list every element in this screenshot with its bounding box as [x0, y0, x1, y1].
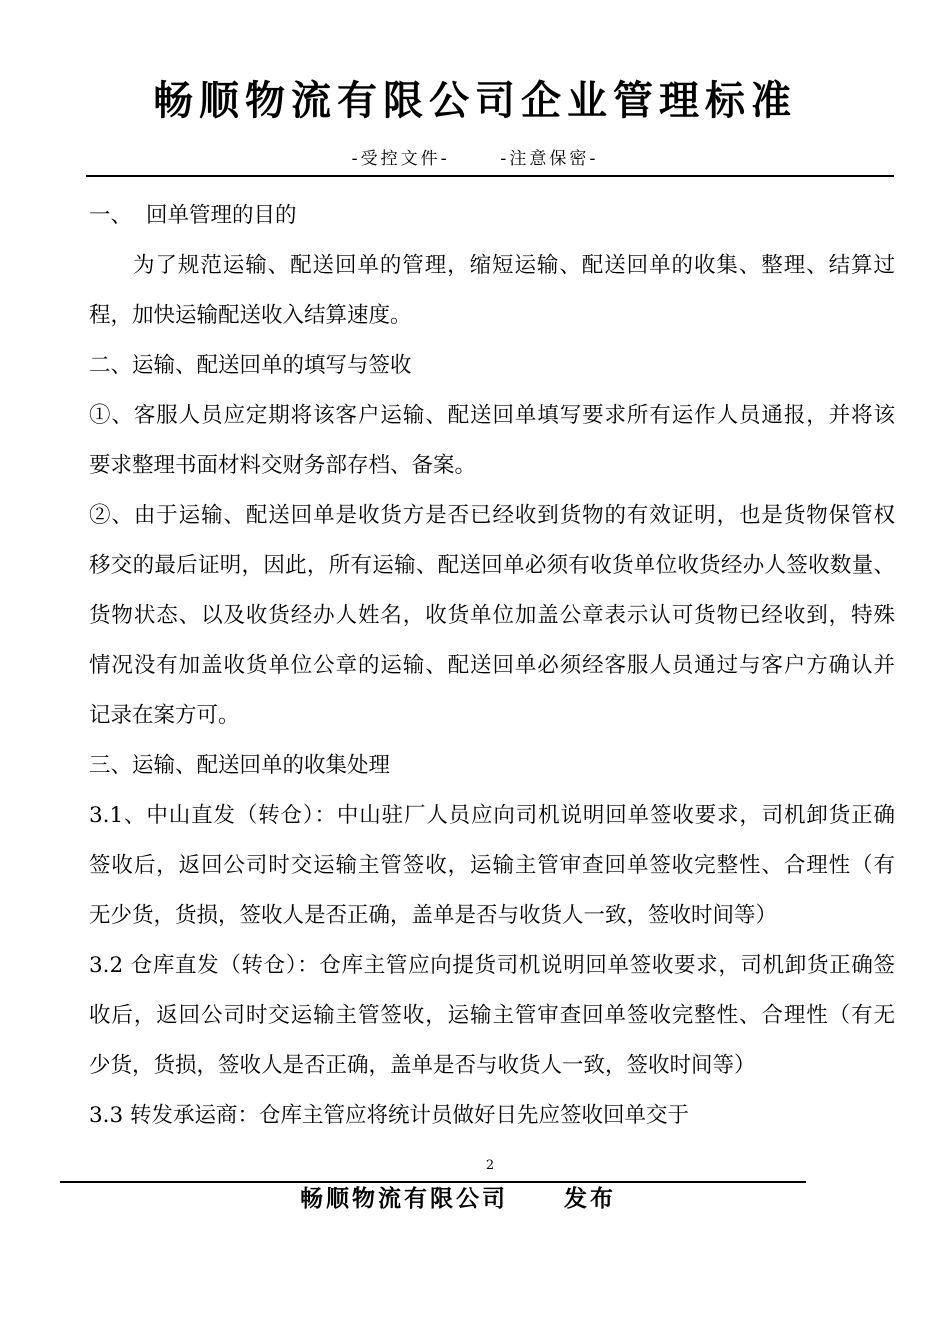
paragraph-line: 3.1、中山直发（转仓）：中山驻厂人员应向司机说明回单签收要求，司机卸货正确 — [89, 803, 895, 828]
paragraph-line: ①、客服人员应定期将该客户运输、配送回单填写要求所有运作人员通报，并将该 — [89, 403, 895, 428]
footer-rule — [60, 1181, 806, 1183]
section-heading-1 — [89, 193, 895, 243]
paragraph-line: 货物状态、以及收货经办人姓名，收货单位加盖公章表示认可货物已经收到，特殊 — [89, 603, 895, 628]
paragraph-line: 情况没有加盖收货单位公章的运输、配送回单必须经客服人员通过与客户方确认并 — [89, 653, 895, 678]
paragraph-line: 要求整理书面材料交财务部存档、备案。 — [89, 453, 477, 478]
paragraph-line: 程，加快运输配送收入结算速度。 — [89, 303, 412, 328]
document-title: 畅顺物流有限公司企业管理标准 — [153, 78, 797, 124]
footer-publisher — [300, 1184, 760, 1214]
paragraph-line: 签收后，返回公司时交运输主管签收，运输主管审查回单签收完整性、合理性（有 — [89, 853, 895, 878]
paragraph-line: 收后，返回公司时交运输主管签收，运输主管审查回单签收完整性、合理性（有无 — [89, 1003, 895, 1028]
section-heading-2: 二、运输、配送回单的填写与签收 — [89, 353, 412, 378]
section-title: 回单管理的目的 — [146, 203, 297, 228]
footer-company: 畅顺物流有限公司 — [300, 1186, 508, 1212]
page-number: 2 — [485, 1158, 495, 1173]
paragraph-line: 少货，货损，签收人是否正确，盖单是否与收货人一致，签收时间等） — [89, 1053, 756, 1078]
paragraph-line: 为了规范运输、配送回单的管理，缩短运输、配送回单的收集、整理、结算过 — [133, 253, 895, 278]
paragraph-line: ②、由于运输、配送回单是收货方是否已经收到货物的有效证明，也是货物保管权 — [89, 503, 895, 528]
paragraph-line: 3.3 转发承运商：仓库主管应将统计员做好日先应签收回单交于 — [89, 1103, 690, 1128]
document-subtitle — [0, 148, 950, 170]
section-heading-3: 三、运输、配送回单的收集处理 — [89, 753, 391, 778]
header-rule — [86, 175, 894, 177]
footer-publish-label: 发布 — [564, 1186, 616, 1212]
document-body — [89, 193, 895, 1143]
confidential-label: -注意保密- — [500, 149, 599, 169]
paragraph-line: 3.2 仓库直发（转仓）：仓库主管应向提货司机说明回单签收要求，司机卸货正确签 — [89, 953, 895, 978]
paragraph-line: 无少货，货损，签收人是否正确，盖单是否与收货人一致，签收时间等） — [89, 903, 778, 928]
paragraph-line: 记录在案方可。 — [89, 703, 240, 728]
section-number: 一、 — [89, 203, 133, 228]
controlled-document-label: -受控文件- — [351, 149, 450, 169]
paragraph-line: 移交的最后证明，因此，所有运输、配送回单必须有收货单位收货经办人签收数量、 — [89, 553, 895, 578]
